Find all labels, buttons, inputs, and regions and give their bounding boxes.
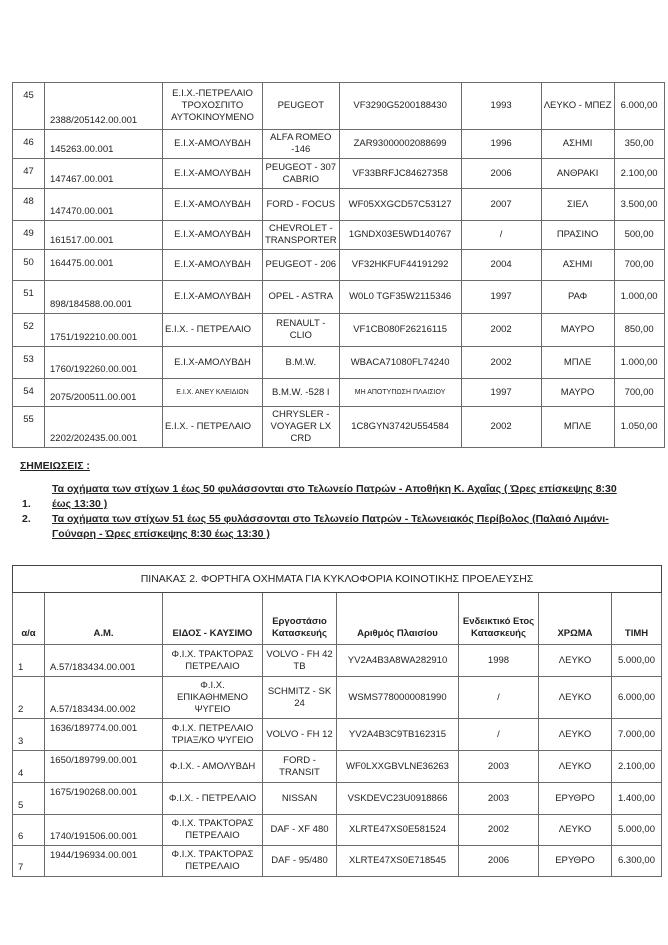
cell-no: 48	[13, 189, 45, 221]
header-vin: Αριθμός Πλαισίου	[337, 593, 459, 645]
cell-price: 700,00	[614, 379, 664, 407]
cell-make: NISSAN	[263, 783, 337, 815]
table-row	[13, 130, 665, 159]
cell-year: 1993	[461, 83, 541, 130]
cell-vin: VF32HKFUF44191292	[339, 250, 461, 281]
table-row	[13, 751, 662, 783]
cell-am: 2075/200511.00.001	[45, 379, 163, 407]
cell-vin: VSKDEVC23U0918866	[337, 783, 459, 815]
cell-price: 5.000,00	[612, 645, 662, 677]
cell-vin: XLRTE47XS0E581524	[337, 815, 459, 846]
note-1-line2: έως 13:30 )	[52, 498, 108, 510]
cell-type: Ε.Ι.Χ-ΑΜΟΛΥΒΔΗ	[163, 189, 263, 221]
cell-am: 145263.00.001	[45, 130, 163, 159]
cell-color: ΜΑΥΡΟ	[541, 379, 614, 407]
cell-year: 2003	[459, 751, 539, 783]
cell-vin: WSMS7780000081990	[337, 677, 459, 719]
cell-make: VOLVO - FH 12	[263, 719, 337, 751]
cell-vin: VF33BRFJC84627358	[339, 159, 461, 189]
cell-am: 2388/205142.00.001	[45, 83, 163, 130]
cell-make: PEUGEOT	[263, 83, 340, 130]
cell-price: 6.300,00	[612, 846, 662, 877]
table-row	[13, 159, 665, 189]
header-color: ΧΡΩΜΑ	[539, 593, 612, 645]
cell-vin: VF3290G5200188430	[339, 83, 461, 130]
cell-make: RENAULT - CLIO	[263, 314, 340, 347]
cell-type: Ε.Ι.Χ. ΑΝΕΥ ΚΛΕΙΔΙΩΝ	[163, 379, 263, 407]
cell-color: ΛΕΥΚΟ - ΜΠΕΖ	[541, 83, 614, 130]
cell-color: ΑΝΘΡΑΚΙ	[541, 159, 614, 189]
note-2-number: 2.	[22, 513, 31, 525]
cell-type: Φ.Ι.Χ. ΤΡΑΚΤΟΡΑΣ ΠΕΤΡΕΛΑΙΟ	[163, 846, 263, 877]
cell-am: 1740/191506.00.001	[45, 815, 163, 846]
table-row	[13, 83, 665, 130]
note-1-number: 1.	[22, 498, 31, 510]
cell-price: 700,00	[614, 250, 664, 281]
cell-am: 1944/196934.00.001	[45, 846, 163, 877]
cell-year: /	[459, 677, 539, 719]
cell-price: 6.000,00	[614, 83, 664, 130]
header-am: Α.Μ.	[45, 593, 163, 645]
cell-no: 3	[13, 719, 45, 751]
cell-vin: 1C8GYN3742U554584	[339, 407, 461, 448]
cell-price: 1.000,00	[614, 347, 664, 379]
table-row	[13, 846, 662, 877]
table-row	[13, 221, 665, 250]
cell-no: 46	[13, 130, 45, 159]
cell-no: 50	[13, 250, 45, 281]
cell-type: Ε.Ι.Χ-ΑΜΟΛΥΒΔΗ	[163, 281, 263, 314]
notes-title: ΣΗΜΕΙΩΣΕΙΣ :	[20, 460, 90, 472]
cell-price: 5.000,00	[612, 815, 662, 846]
table-row	[13, 677, 662, 719]
cell-no: 47	[13, 159, 45, 189]
trucks-table-2	[12, 565, 662, 877]
header-type: ΕΙΔΟΣ - ΚΑΥΣΙΜΟ	[163, 593, 263, 645]
cell-color: ΛΕΥΚΟ	[539, 815, 612, 846]
cell-type: Ε.Ι.Χ.-ΠΕΤΡΕΛΑΙΟ ΤΡΟΧΟΣΠΙΤΟ ΑΥΤΟΚΙΝΟΥΜΕΝΟ	[163, 83, 263, 130]
vehicles-table-1	[12, 82, 665, 448]
cell-color: ΜΑΥΡΟ	[541, 314, 614, 347]
cell-type: Φ.Ι.Χ. ΕΠΙΚΑΘΗΜΕΝΟ ΨΥΓΕΙΟ	[163, 677, 263, 719]
cell-year: 1998	[459, 645, 539, 677]
cell-price: 1.000,00	[614, 281, 664, 314]
cell-vin: YV2A4B3C9TB162315	[337, 719, 459, 751]
table-row	[13, 189, 665, 221]
table-2-caption: ΠΙΝΑΚΑΣ 2. ΦΟΡΤΗΓΑ ΟΧΗΜΑΤΑ ΓΙΑ ΚΥΚΛΟΦΟΡΙΑ ΚΟΙΝΟΤΙΚΗΣ ΠΡΟΕΛΕΥΣΗΣ	[13, 566, 662, 593]
cell-color: ΣΙΕΛ	[541, 189, 614, 221]
cell-vin: VF1CB080F26216115	[339, 314, 461, 347]
cell-make: VOLVO - FH 42 TB	[263, 645, 337, 677]
cell-price: 6.000,00	[612, 677, 662, 719]
cell-vin: ΜΗ ΑΠΟΤΥΠΩΣΗ ΠΛΑΙΣΙΟΥ	[339, 379, 461, 407]
cell-price: 850,00	[614, 314, 664, 347]
cell-no: 5	[13, 783, 45, 815]
cell-color: ΛΕΥΚΟ	[539, 719, 612, 751]
cell-color: ΜΠΛΕ	[541, 407, 614, 448]
cell-make: OPEL - ASTRA	[263, 281, 340, 314]
table-row	[13, 783, 662, 815]
cell-vin: 1GNDX03E5WD140767	[339, 221, 461, 250]
header-make: Εργοστάσιο Κατασκευής	[263, 593, 337, 645]
cell-year: /	[461, 221, 541, 250]
cell-am: 147470.00.001	[45, 189, 163, 221]
cell-no: 55	[13, 407, 45, 448]
cell-make: DAF - XF 480	[263, 815, 337, 846]
cell-type: Ε.Ι.Χ. - ΠΕΤΡΕΛΑΙΟ	[163, 407, 263, 448]
cell-type: Φ.Ι.Χ. ΤΡΑΚΤΟΡΑΣ ΠΕΤΡΕΛΑΙΟ	[163, 645, 263, 677]
cell-color: ΑΣΗΜΙ	[541, 250, 614, 281]
cell-type: Ε.Ι.Χ. - ΠΕΤΡΕΛΑΙΟ	[163, 314, 263, 347]
cell-am: 1636/189774.00.001	[45, 719, 163, 751]
cell-year: 1997	[461, 281, 541, 314]
cell-type: Ε.Ι.Χ-ΑΜΟΛΥΒΔΗ	[163, 159, 263, 189]
cell-make: B.M.W.	[263, 347, 340, 379]
cell-am: 1675/190268.00.001	[45, 783, 163, 815]
header-price: ΤΙΜΗ	[612, 593, 662, 645]
cell-year: /	[459, 719, 539, 751]
cell-price: 350,00	[614, 130, 664, 159]
cell-type: Φ.Ι.Χ. ΠΕΤΡΕΛΑΙΟ ΤΡΙΑΞ/ΚΟ ΨΥΓΕΙΟ	[163, 719, 263, 751]
cell-am: 161517.00.001	[45, 221, 163, 250]
cell-year: 2002	[461, 407, 541, 448]
cell-make: B.M.W. -528 I	[263, 379, 340, 407]
cell-year: 1997	[461, 379, 541, 407]
cell-price: 1.400,00	[612, 783, 662, 815]
cell-am: Α.57/183434.00.002	[45, 677, 163, 719]
cell-am: 898/184588.00.001	[45, 281, 163, 314]
cell-year: 2004	[461, 250, 541, 281]
table-row	[13, 407, 665, 448]
cell-type: Ε.Ι.Χ-ΑΜΟΛΥΒΔΗ	[163, 130, 263, 159]
table-row	[13, 645, 662, 677]
cell-am: 1751/192210.00.001	[45, 314, 163, 347]
cell-type: Φ.Ι.Χ. - ΑΜΟΛΥΒΔΗ	[163, 751, 263, 783]
cell-am: 164475.00.001	[45, 250, 163, 281]
cell-make: FORD - FOCUS	[263, 189, 340, 221]
cell-price: 2.100,00	[614, 159, 664, 189]
note-1-line1: Τα οχήματα των στίχων 1 έως 50 φυλάσσονται στο Τελωνείο Πατρών - Αποθήκη Κ. Αχαΐας ( Ώρες επίσκεψης 8:30	[52, 483, 617, 495]
cell-no: 6	[13, 815, 45, 846]
cell-year: 2002	[461, 314, 541, 347]
cell-no: 2	[13, 677, 45, 719]
cell-make: SCHMITZ - SK 24	[263, 677, 337, 719]
cell-make: DAF - 95/480	[263, 846, 337, 877]
cell-type: Ε.Ι.Χ-ΑΜΟΛΥΒΔΗ	[163, 221, 263, 250]
cell-vin: XLRTE47XS0E718545	[337, 846, 459, 877]
cell-no: 53	[13, 347, 45, 379]
cell-am: Α.57/183434.00.001	[45, 645, 163, 677]
cell-color: ΛΕΥΚΟ	[539, 645, 612, 677]
cell-price: 3.500,00	[614, 189, 664, 221]
cell-color: ΑΣΗΜΙ	[541, 130, 614, 159]
table-row	[13, 281, 665, 314]
cell-color: ΜΠΛΕ	[541, 347, 614, 379]
cell-year: 2002	[461, 347, 541, 379]
cell-no: 54	[13, 379, 45, 407]
table-row	[13, 347, 665, 379]
cell-year: 2006	[459, 846, 539, 877]
cell-no: 52	[13, 314, 45, 347]
cell-price: 7.000,00	[612, 719, 662, 751]
cell-vin: YV2A4B3A8WA282910	[337, 645, 459, 677]
cell-color: ΠΡΑΣΙΝΟ	[541, 221, 614, 250]
cell-price: 2.100,00	[612, 751, 662, 783]
cell-vin: W0L0 TGF35W2115346	[339, 281, 461, 314]
cell-am: 1760/192260.00.001	[45, 347, 163, 379]
cell-no: 45	[13, 83, 45, 130]
table-row	[13, 379, 665, 407]
cell-make: PEUGEOT - 307 CABRIO	[263, 159, 340, 189]
cell-no: 1	[13, 645, 45, 677]
cell-year: 2002	[459, 815, 539, 846]
cell-type: Ε.Ι.Χ-ΑΜΟΛΥΒΔΗ	[163, 250, 263, 281]
cell-color: ΕΡΥΘΡΟ	[539, 846, 612, 877]
cell-type: Ε.Ι.Χ-ΑΜΟΛΥΒΔΗ	[163, 347, 263, 379]
table-row	[13, 314, 665, 347]
cell-color: ΡΑΦ	[541, 281, 614, 314]
cell-color: ΛΕΥΚΟ	[539, 677, 612, 719]
cell-vin: WF0LXXGBVLNE36263	[337, 751, 459, 783]
cell-vin: WBACA71080FL74240	[339, 347, 461, 379]
cell-make: FORD - TRANSIT	[263, 751, 337, 783]
cell-year: 2003	[459, 783, 539, 815]
cell-color: ΕΡΥΘΡΟ	[539, 783, 612, 815]
cell-year: 1996	[461, 130, 541, 159]
cell-make: PEUGEOT - 206	[263, 250, 340, 281]
table-row	[13, 815, 662, 846]
cell-no: 51	[13, 281, 45, 314]
cell-make: ALFA ROMEO -146	[263, 130, 340, 159]
cell-price: 500,00	[614, 221, 664, 250]
header-year: Ενδεικτικό Ετος Κατασκευής	[459, 593, 539, 645]
table-row	[13, 250, 665, 281]
cell-type: Φ.Ι.Χ. - ΠΕΤΡΕΛΑΙΟ	[163, 783, 263, 815]
cell-make: CHRYSLER - VOYAGER LX CRD	[263, 407, 340, 448]
cell-am: 1650/189799.00.001	[45, 751, 163, 783]
cell-am: 2202/202435.00.001	[45, 407, 163, 448]
cell-vin: ZAR93000002088699	[339, 130, 461, 159]
cell-year: 2006	[461, 159, 541, 189]
cell-type: Φ.Ι.Χ. ΤΡΑΚΤΟΡΑΣ ΠΕΤΡΕΛΑΙΟ	[163, 815, 263, 846]
table-row	[13, 719, 662, 751]
cell-no: 7	[13, 846, 45, 877]
cell-no: 4	[13, 751, 45, 783]
cell-year: 2007	[461, 189, 541, 221]
header-no: α/α	[13, 593, 45, 645]
cell-no: 49	[13, 221, 45, 250]
cell-am: 147467.00.001	[45, 159, 163, 189]
note-2-line1: Τα οχήματα των στίχων 51 έως 55 φυλάσσονται στο Τελωνείο Πατρών - Τελωνειακός Περίβολος (Παλαιό Λιμάνι-	[52, 513, 609, 525]
cell-color: ΛΕΥΚΟ	[539, 751, 612, 783]
cell-vin: WF05XXGCD57C53127	[339, 189, 461, 221]
cell-make: CHEVROLET - TRANSPORTER	[263, 221, 340, 250]
note-2-line2: Γούναρη - Ώρες επίσκεψης 8:30 έως 13:30 )	[52, 528, 270, 540]
cell-price: 1.050,00	[614, 407, 664, 448]
